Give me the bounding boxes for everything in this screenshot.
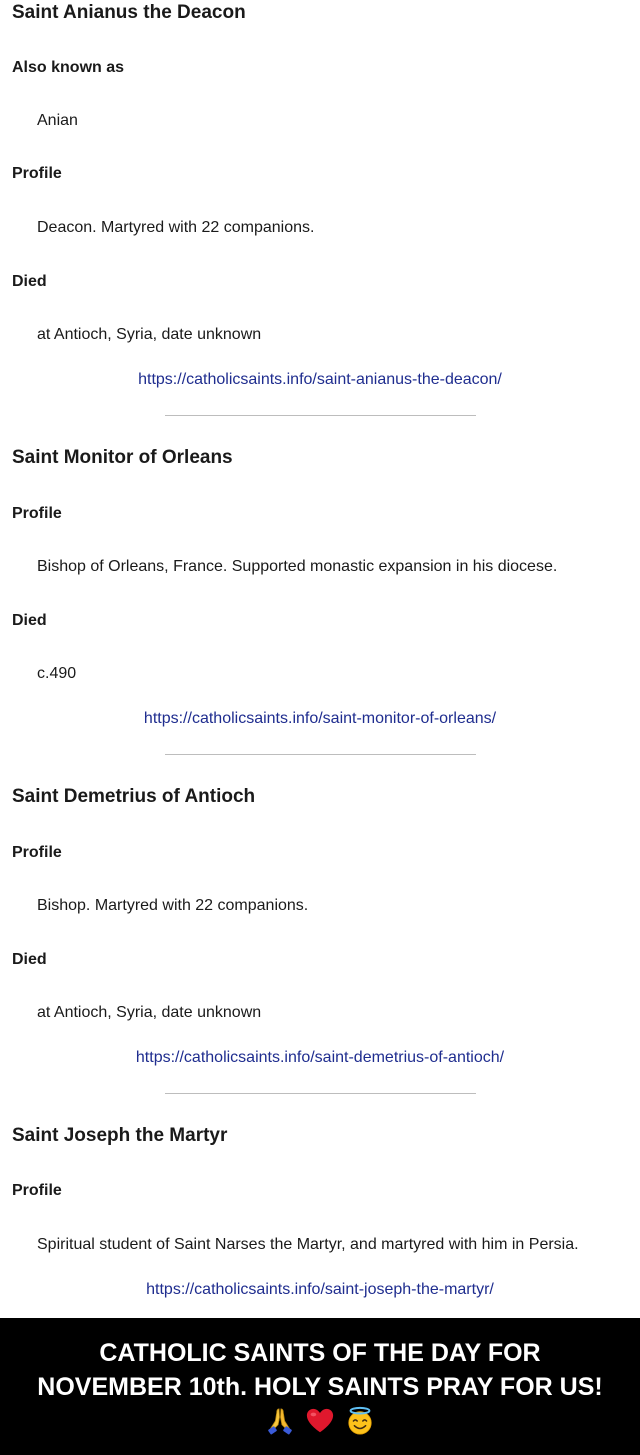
died-label: Died bbox=[12, 951, 47, 968]
saint-title: Saint Monitor of Orleans bbox=[12, 447, 233, 468]
profile-text: Bishop of Orleans, France. Supported monastic expansion in his diocese. bbox=[37, 558, 558, 575]
saint-link[interactable]: https://catholicsaints.info/saint-demetrius-of-antioch/ bbox=[135, 1049, 505, 1066]
aka-text: Anian bbox=[37, 112, 78, 129]
banner-line-2: NOVEMBER 10th. HOLY SAINTS PRAY FOR US! bbox=[37, 1373, 603, 1401]
died-label: Died bbox=[12, 273, 47, 290]
divider bbox=[165, 1093, 476, 1094]
profile-label: Profile bbox=[12, 505, 62, 522]
aka-label: Also known as bbox=[12, 59, 125, 76]
saint-title: Saint Joseph the Martyr bbox=[12, 1125, 228, 1146]
saint-title: Saint Demetrius of Antioch bbox=[12, 786, 256, 807]
profile-text: Spiritual student of Saint Narses the Martyr, and martyred with him in Persia. bbox=[37, 1236, 579, 1253]
smiling-face-with-halo-icon bbox=[345, 1406, 375, 1436]
profile-text: Bishop. Martyred with 22 companions. bbox=[37, 897, 309, 914]
banner-line-1: CATHOLIC SAINTS OF THE DAY FOR bbox=[99, 1339, 541, 1367]
profile-label: Profile bbox=[12, 844, 62, 861]
divider bbox=[165, 415, 476, 416]
saint-title: Saint Anianus the Deacon bbox=[12, 2, 246, 23]
saint-link[interactable]: https://catholicsaints.info/saint-monitor-of-orleans/ bbox=[143, 710, 497, 727]
saint-link[interactable]: https://catholicsaints.info/saint-joseph-the-martyr/ bbox=[146, 1281, 494, 1298]
profile-label: Profile bbox=[12, 1182, 62, 1199]
caption-banner bbox=[0, 1318, 640, 1455]
died-text: c.490 bbox=[37, 665, 77, 682]
died-label: Died bbox=[12, 612, 47, 629]
profile-label: Profile bbox=[12, 165, 62, 182]
died-text: at Antioch, Syria, date unknown bbox=[37, 326, 262, 343]
died-text: at Antioch, Syria, date unknown bbox=[37, 1004, 262, 1021]
divider bbox=[165, 754, 476, 755]
red-heart-icon bbox=[305, 1406, 335, 1436]
emoji-row bbox=[0, 1406, 640, 1440]
banner-text bbox=[0, 1336, 640, 1404]
profile-text: Deacon. Martyred with 22 companions. bbox=[37, 219, 315, 236]
praying-hands-icon bbox=[265, 1406, 295, 1436]
saint-link[interactable]: https://catholicsaints.info/saint-anianus-the-deacon/ bbox=[138, 371, 502, 388]
